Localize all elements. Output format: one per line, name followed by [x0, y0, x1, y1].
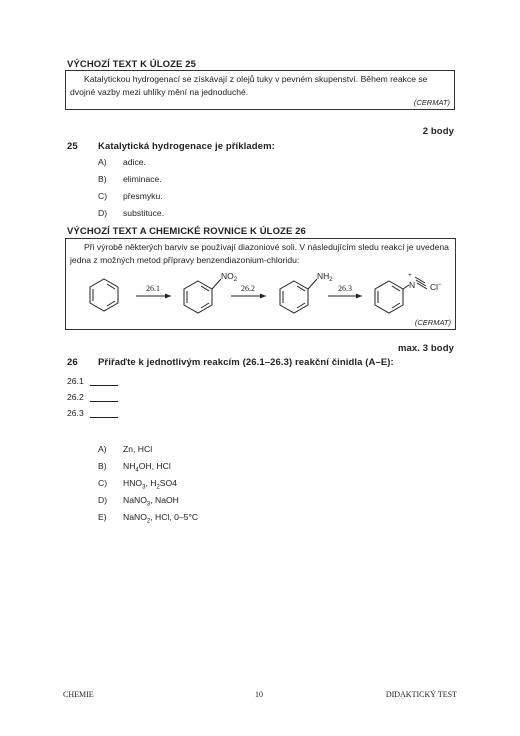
reagent-option-e — [98, 512, 258, 524]
option-text: adice. — [123, 157, 146, 167]
reagent-letter: C) — [98, 478, 108, 488]
option-text: přesmyku. — [123, 191, 163, 201]
option-text: substituce. — [123, 208, 165, 218]
reagent-letter: D) — [98, 495, 108, 505]
reagent-text: $NH_4OH$, HCl — [123, 461, 171, 474]
arrow-label-2: 26.2 — [241, 284, 255, 293]
nitrobenzene-structure — [184, 279, 221, 313]
source-label-26: (CERMAT) — [414, 318, 451, 327]
question-25-text: Katalytická hydrogenace je příkladem: — [98, 141, 275, 152]
option-letter: B) — [98, 174, 107, 184]
footer-page-number: 10 — [255, 690, 263, 699]
answer-row-26-3 — [67, 408, 118, 418]
footer-subject: CHEMIE — [63, 690, 94, 699]
text-26-body: Při výrobě některých barviv se používají diazoniové soli. V následujícím sledu reakcí je uvedena jedna z možných metod přípravy benzendiazonium-chloridu: — [70, 242, 449, 265]
answer-row-26-1 — [67, 376, 118, 386]
reagent-option-a — [98, 444, 258, 456]
arrow-head-2 — [260, 294, 266, 299]
diazonium-n-label: N — [409, 280, 416, 290]
nitro-group-label: $NO_2$ — [221, 271, 238, 283]
option-d[interactable] — [98, 208, 198, 220]
answer-row-26-2 — [67, 392, 118, 402]
reagent-text: Zn, HCl — [123, 444, 153, 454]
amino-group-label: $NH_2$ — [317, 271, 333, 283]
reagent-text: $HNO_3$, $H_2SO4$ — [123, 478, 177, 491]
reagent-text: NaNO$_2$, HCl, 0–5°C — [123, 512, 199, 525]
reagent-option-d — [98, 495, 258, 507]
question-26-text: Přiřaďte k jednotlivým reakcím (26.1–26.3) reakční činidla (A–E): — [98, 357, 394, 368]
arrow-head-1 — [165, 294, 171, 299]
reagent-letter: B) — [98, 461, 107, 471]
diazonium-plus-label: + — [408, 272, 412, 279]
benzenediazonium-structure — [375, 277, 427, 313]
option-letter: C) — [98, 191, 108, 201]
answer-blank[interactable] — [90, 393, 118, 402]
arrow-label-3: 26.3 — [338, 284, 352, 293]
chloride-label: Cl− — [430, 282, 442, 292]
footer-test-name: DIDAKTICKÝ TEST — [385, 690, 457, 699]
text-25-body: Katalytickou hydrogenací se získávají z olejů tuky v pevném skupenství. Během reakce se dvojné vazby mezi uhlíky mění na jednoduché. — [70, 74, 428, 97]
source-label-25: (CERMAT) — [413, 98, 450, 107]
reagent-option-c — [98, 478, 258, 490]
heading-text-26: VÝCHOZÍ TEXT A CHEMICKÉ ROVNICE K ÚLOZE 26 — [67, 226, 306, 237]
option-letter: D) — [98, 208, 108, 218]
option-c[interactable] — [98, 191, 198, 203]
answer-label: 26.3 — [67, 408, 84, 418]
text-box-26 — [65, 238, 456, 330]
question-number-26: 26 — [67, 357, 78, 368]
answer-label: 26.2 — [67, 392, 84, 402]
option-b[interactable] — [98, 174, 198, 186]
aniline-structure — [280, 279, 317, 313]
benzene-structure — [90, 279, 118, 311]
option-letter: A) — [98, 157, 107, 167]
heading-text-25: VÝCHOZÍ TEXT K ÚLOZE 25 — [67, 59, 196, 70]
option-a[interactable] — [98, 157, 198, 169]
points-25: 2 body — [422, 126, 454, 137]
reagent-letter: A) — [98, 444, 107, 454]
answer-blank[interactable] — [90, 409, 118, 418]
reagent-option-b — [98, 461, 258, 473]
question-number-25: 25 — [67, 141, 78, 152]
reagent-letter: E) — [98, 512, 107, 522]
reaction-scheme — [66, 239, 455, 329]
arrow-head-3 — [356, 294, 362, 299]
points-26: max. 3 body — [397, 343, 454, 354]
answer-blank[interactable] — [90, 377, 118, 386]
reagent-text: NaNO$_3$, NaOH — [123, 495, 179, 508]
text-box-25 — [65, 70, 455, 110]
option-text: eliminace. — [123, 174, 162, 184]
answer-label: 26.1 — [67, 376, 84, 386]
arrow-label-1: 26.1 — [146, 284, 160, 293]
